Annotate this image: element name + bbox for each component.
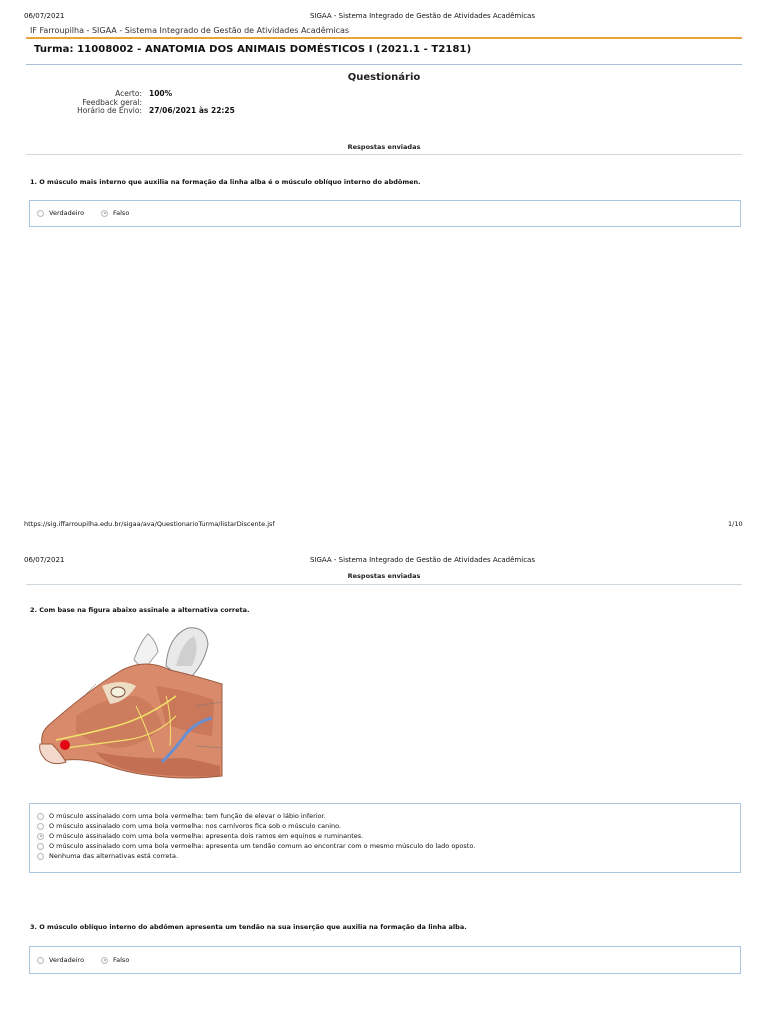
footer-url: https://sig.iffarroupilha.edu.br/sigaa/ava/QuestionarioTurma/listarDiscente.jsf	[24, 520, 275, 528]
question-3-options	[29, 946, 741, 974]
option-label: O músculo assinalado com uma bola vermelha: apresenta um tendão comum ao encontrar com o mesmo músculo do lado oposto.	[49, 842, 476, 850]
section-label: Respostas enviadas	[347, 572, 421, 580]
option-verdadeiro[interactable]	[37, 209, 84, 217]
question-2-text: 2. Com base na figura abaixo assinale a alternativa correta.	[30, 606, 250, 614]
submit-time-value: 27/06/2021 às 22:25	[149, 106, 235, 115]
option-label: Falso	[113, 209, 130, 217]
option-c[interactable]	[37, 832, 363, 840]
score-label: Acerto:	[115, 89, 142, 98]
institution-name: IF Farroupilha - SIGAA - Sistema Integrado de Gestão de Atividades Acadêmicas	[30, 26, 350, 35]
print-date: 06/07/2021	[24, 556, 65, 564]
option-falso[interactable]	[101, 209, 129, 217]
submit-time-row	[40, 107, 235, 116]
question-1-text: 1. O músculo mais interno que auxilia na formação da linha alba é o músculo oblíquo interno do abdômen.	[30, 178, 421, 186]
feedback-label: Feedback geral:	[82, 97, 142, 107]
radio-icon[interactable]	[37, 823, 44, 830]
footer-page-number: 1/10	[728, 520, 743, 528]
option-verdadeiro[interactable]	[37, 956, 84, 964]
quiz-title: Questionário	[347, 72, 421, 83]
print-header-title: SIGAA - Sistema Integrado de Gestão de Atividades Acadêmicas	[310, 556, 535, 564]
radio-selected-icon[interactable]	[37, 833, 44, 840]
option-b[interactable]	[37, 822, 341, 830]
radio-selected-icon[interactable]	[101, 957, 108, 964]
option-falso[interactable]	[101, 956, 129, 964]
option-label: Nenhuma das alternativas está correta.	[49, 852, 179, 860]
question-3-text: 3. O músculo oblíquo interno do abdômen apresenta um tendão na sua inserção que auxilia na formação da linha alba.	[30, 923, 467, 931]
option-label: Falso	[113, 956, 130, 964]
option-label: O músculo assinalado com uma bola vermelha: nos carnívoros fica sob o músculo canino.	[49, 822, 342, 830]
option-e[interactable]	[37, 852, 178, 860]
option-label: O músculo assinalado com uma bola vermelha: tem função de elevar o lábio inferior.	[49, 812, 326, 820]
option-a[interactable]	[37, 812, 326, 820]
question-1-options	[29, 200, 741, 227]
section-divider	[26, 154, 742, 155]
section-label: Respostas enviadas	[347, 143, 421, 151]
cow-head-anatomy-image	[36, 626, 224, 786]
radio-icon[interactable]	[37, 957, 44, 964]
option-label: Verdadeiro	[49, 956, 85, 964]
radio-icon[interactable]	[37, 210, 44, 217]
score-value: 100%	[149, 89, 173, 98]
print-date: 06/07/2021	[24, 12, 65, 20]
option-d[interactable]	[37, 842, 475, 850]
option-label: Verdadeiro	[49, 209, 85, 217]
section-divider	[26, 584, 742, 585]
option-label: O músculo assinalado com uma bola vermelha: apresenta dois ramos em equinos e ruminantes.	[49, 832, 364, 840]
result-summary	[40, 90, 235, 116]
radio-icon[interactable]	[37, 843, 44, 850]
course-title: Turma: 11008002 - ANATOMIA DOS ANIMAIS DOMÉSTICOS I (2021.1 - T2181)	[34, 44, 472, 55]
submit-time-label: Horário de Envio:	[77, 106, 142, 115]
header-divider	[26, 37, 742, 39]
radio-icon[interactable]	[37, 853, 44, 860]
question-2-options	[29, 803, 741, 873]
course-divider	[26, 64, 742, 65]
print-header-title: SIGAA - Sistema Integrado de Gestão de Atividades Acadêmicas	[310, 12, 535, 20]
radio-icon[interactable]	[37, 813, 44, 820]
radio-selected-icon[interactable]	[101, 210, 108, 217]
red-marker-dot	[60, 740, 70, 750]
